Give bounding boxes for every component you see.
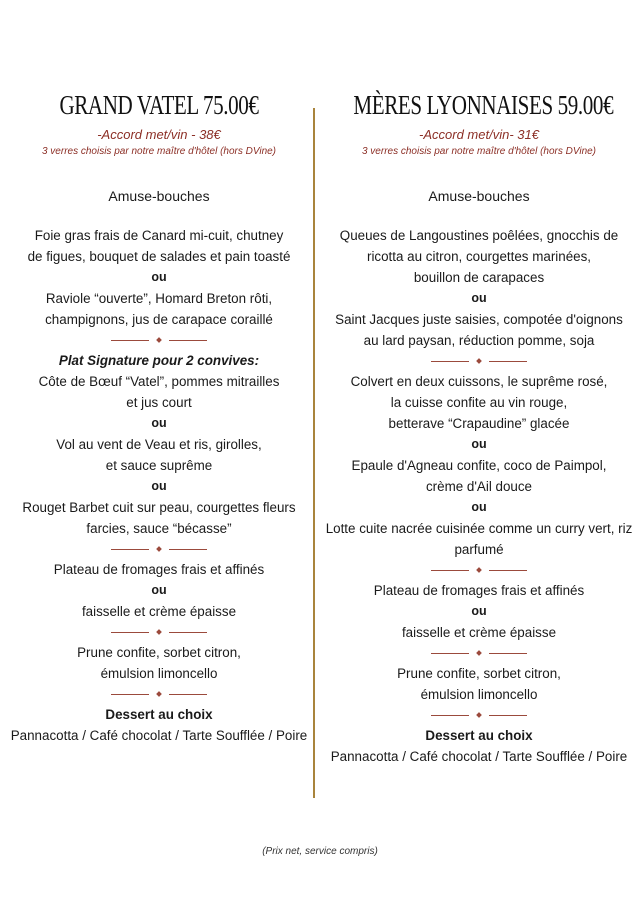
- menu-grand-vatel: [0, 88, 318, 746]
- main-option-1: Colvert en deux cuissons, le suprême rosé, la cuisse confite au vin rouge, betterave “Crapaudine” glacée: [350, 374, 608, 431]
- ornament-divider: [318, 560, 640, 580]
- menu-title: GRAND VATEL 75.00€: [59, 90, 259, 120]
- main-option-3: Rouget Barbet cuit sur peau, courgettes fleurs farcies, sauce “bécasse”: [22, 500, 296, 536]
- starter-option-2: Saint Jacques juste saisies, compotée d'oignons au lard paysan, réduction pomme, soja: [335, 312, 623, 348]
- or-separator: ou: [151, 416, 167, 430]
- cheese-option-2: faisselle et crème épaisse: [401, 625, 557, 640]
- main-option-3: Lotte cuite nacrée cuisinée comme un curry vert, riz parfumé: [325, 521, 633, 557]
- pre-dessert: Prune confite, sorbet citron, émulsion limoncello: [397, 666, 561, 702]
- main-option-1: Côte de Bœuf “Vatel”, pommes mitrailles et jus court: [38, 374, 280, 410]
- pre-dessert: Prune confite, sorbet citron, émulsion limoncello: [77, 645, 241, 681]
- amuse-bouches: Amuse-bouches: [108, 188, 210, 204]
- starter-option-1: Queues de Langoustines poêlées, gnocchis de ricotta au citron, courgettes marinées, bouillon de carapaces: [339, 228, 619, 285]
- or-separator: ou: [151, 583, 167, 597]
- ornament-divider: [0, 330, 318, 350]
- or-separator: ou: [471, 604, 487, 618]
- cheese-option-2: faisselle et crème épaisse: [81, 604, 237, 619]
- cheese-option-1: Plateau de fromages frais et affinés: [53, 562, 265, 577]
- dessert-options: Pannacotta / Café chocolat / Tarte Soufflée / Poire: [10, 728, 308, 743]
- ornament-divider: [0, 622, 318, 642]
- or-separator: ou: [151, 479, 167, 493]
- wine-pairing-note: 3 verres choisis par notre maître d'hôtel (hors DVine): [361, 146, 597, 157]
- price-note: (Prix net, service compris): [262, 846, 378, 857]
- starter-option-1: Foie gras frais de Canard mi-cuit, chutney de figues, bouquet de salades et pain toasté: [27, 228, 291, 264]
- main-option-2: Vol au vent de Veau et ris, girolles, et sauce suprême: [56, 437, 262, 473]
- dessert-options: Pannacotta / Café chocolat / Tarte Soufflée / Poire: [330, 749, 628, 764]
- ornament-divider: [318, 643, 640, 663]
- wine-pairing-price: -Accord met/vin- 31€: [419, 127, 539, 142]
- menu-meres-lyonnaises: [318, 88, 640, 767]
- ornament-divider: [318, 351, 640, 371]
- or-separator: ou: [471, 291, 487, 305]
- dessert-heading: Dessert au choix: [425, 728, 533, 743]
- or-separator: ou: [471, 500, 487, 514]
- ornament-divider: [318, 705, 640, 725]
- signature-heading: Plat Signature pour 2 convives:: [58, 353, 260, 368]
- or-separator: ou: [471, 437, 487, 451]
- dessert-heading: Dessert au choix: [105, 707, 213, 722]
- ornament-divider: [0, 684, 318, 704]
- menu-title: MÈRES LYONNAISES 59.00€: [353, 90, 614, 120]
- ornament-divider: [0, 539, 318, 559]
- or-separator: ou: [151, 270, 167, 284]
- cheese-option-1: Plateau de fromages frais et affinés: [373, 583, 585, 598]
- starter-option-2: Raviole “ouverte”, Homard Breton rôti, champignons, jus de carapace coraillé: [45, 291, 273, 327]
- amuse-bouches: Amuse-bouches: [428, 188, 530, 204]
- main-option-2: Epaule d'Agneau confite, coco de Paimpol, crème d'Ail douce: [351, 458, 607, 494]
- wine-pairing-note: 3 verres choisis par notre maître d'hôtel (hors DVine): [41, 146, 277, 157]
- wine-pairing-price: -Accord met/vin - 38€: [97, 127, 221, 142]
